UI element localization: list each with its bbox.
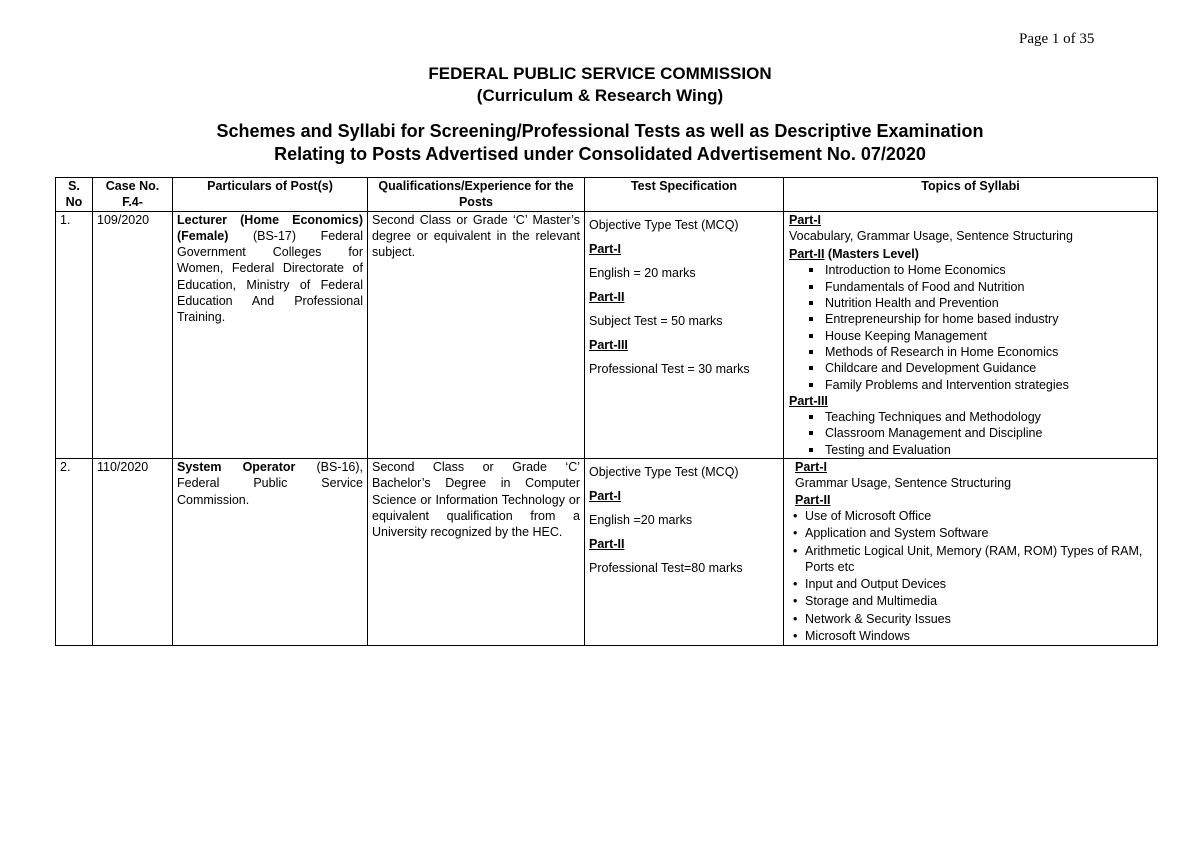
list-item: Methods of Research in Home Economics bbox=[805, 344, 1153, 360]
row-test-spec: Objective Type Test (MCQ) Part-I English =20 marks Part-II Professional Test=80 marks bbox=[585, 459, 784, 646]
list-item: Classroom Management and Discipline bbox=[805, 425, 1153, 441]
topics-list bbox=[789, 508, 1153, 644]
list-item: Introduction to Home Economics bbox=[805, 262, 1153, 278]
row-post: System Operator (BS-16), Federal Public Service Commission. bbox=[173, 459, 368, 646]
page-number: Page 1 of 35 bbox=[1019, 31, 1095, 47]
list-item: • Network & Security Issues bbox=[793, 611, 1153, 627]
row-qualification: Second Class or Grade ‘C’ Bachelor’s Degree in Computer Science or Information Technology or equivalent qualification from a University recognized by the HEC. bbox=[368, 459, 585, 646]
list-item: • Input and Output Devices bbox=[793, 576, 1153, 592]
list-item: House Keeping Management bbox=[805, 328, 1153, 344]
list-item: • Arithmetic Logical Unit, Memory (RAM, ROM) Types of RAM, Ports etc bbox=[793, 543, 1153, 576]
row-sno: 2. bbox=[56, 459, 93, 646]
list-item: • Application and System Software bbox=[793, 525, 1153, 541]
list-item: • Storage and Multimedia bbox=[793, 593, 1153, 609]
org-title: FEDERAL PUBLIC SERVICE COMMISSION bbox=[428, 64, 772, 83]
list-item: • Microsoft Windows bbox=[793, 628, 1153, 644]
list-item: • Use of Microsoft Office bbox=[793, 508, 1153, 524]
row-case-no: 109/2020 bbox=[93, 211, 173, 458]
list-item: Nutrition Health and Prevention bbox=[805, 295, 1153, 311]
row-topics: Part-I Grammar Usage, Sentence Structuring Part-II • Use of Microsoft Office • Application and System Software • Arithmetic Logical Unit, Memory (RAM, ROM) Types of RAM, Ports etc • Input and Output Devices • Storage and Multimedia • Network & Security Issues • Microsoft Windows bbox=[784, 459, 1158, 646]
col-header-topics: Topics of Syllabi bbox=[784, 178, 1158, 212]
col-header-sno: S. No bbox=[56, 178, 93, 212]
doc-title-line1: Schemes and Syllabi for Screening/Professional Tests as well as Descriptive Examination bbox=[216, 121, 984, 141]
list-item: Family Problems and Intervention strategies bbox=[805, 377, 1153, 393]
row-qualification: Second Class or Grade ‘C’ Master’s degree or equivalent in the relevant subject. bbox=[368, 211, 585, 458]
table-row bbox=[56, 459, 1158, 646]
table-row bbox=[56, 211, 1158, 458]
list-item: Teaching Techniques and Methodology bbox=[805, 409, 1153, 425]
list-item: Childcare and Development Guidance bbox=[805, 360, 1153, 376]
row-topics: Part-I Vocabulary, Grammar Usage, Sentence Structuring Part-II (Masters Level) Introduction to Home Economics Fundamentals of Food and Nutrition Nutrition Health and Prevention Entrepreneurship for home based industry House Keeping Management Methods of Research in Home Economics Childcare and Development Guidance Family Problems and Intervention strategies Part-III Teaching Techniques and Methodology Classroom Management and Discipline Testing and Evaluation bbox=[784, 211, 1158, 458]
list-item: Testing and Evaluation bbox=[805, 442, 1153, 458]
col-header-test-spec: Test Specification bbox=[585, 178, 784, 212]
table-header-row bbox=[56, 178, 1158, 212]
col-header-particulars: Particulars of Post(s) bbox=[173, 178, 368, 212]
topics-list bbox=[789, 409, 1153, 458]
row-case-no: 110/2020 bbox=[93, 459, 173, 646]
list-item: Entrepreneurship for home based industry bbox=[805, 311, 1153, 327]
wing-subtitle: (Curriculum & Research Wing) bbox=[476, 86, 724, 105]
list-item: Fundamentals of Food and Nutrition bbox=[805, 279, 1153, 295]
syllabi-table bbox=[55, 177, 1158, 646]
col-header-case: Case No. F.4- bbox=[93, 178, 173, 212]
row-post: Lecturer (Home Economics) (Female) (BS-17) Federal Government Colleges for Women, Federal Directorate of Education, Ministry of Federal Education And Professional Training. bbox=[173, 211, 368, 458]
row-test-spec: Objective Type Test (MCQ) Part-I English = 20 marks Part-II Subject Test = 50 marks Part-III Professional Test = 30 marks bbox=[585, 211, 784, 458]
topics-list bbox=[789, 262, 1153, 392]
doc-title-line2: Relating to Posts Advertised under Consolidated Advertisement No. 07/2020 bbox=[274, 144, 926, 164]
row-sno: 1. bbox=[56, 211, 93, 458]
col-header-qualifications: Qualifications/Experience for the Posts bbox=[368, 178, 585, 212]
